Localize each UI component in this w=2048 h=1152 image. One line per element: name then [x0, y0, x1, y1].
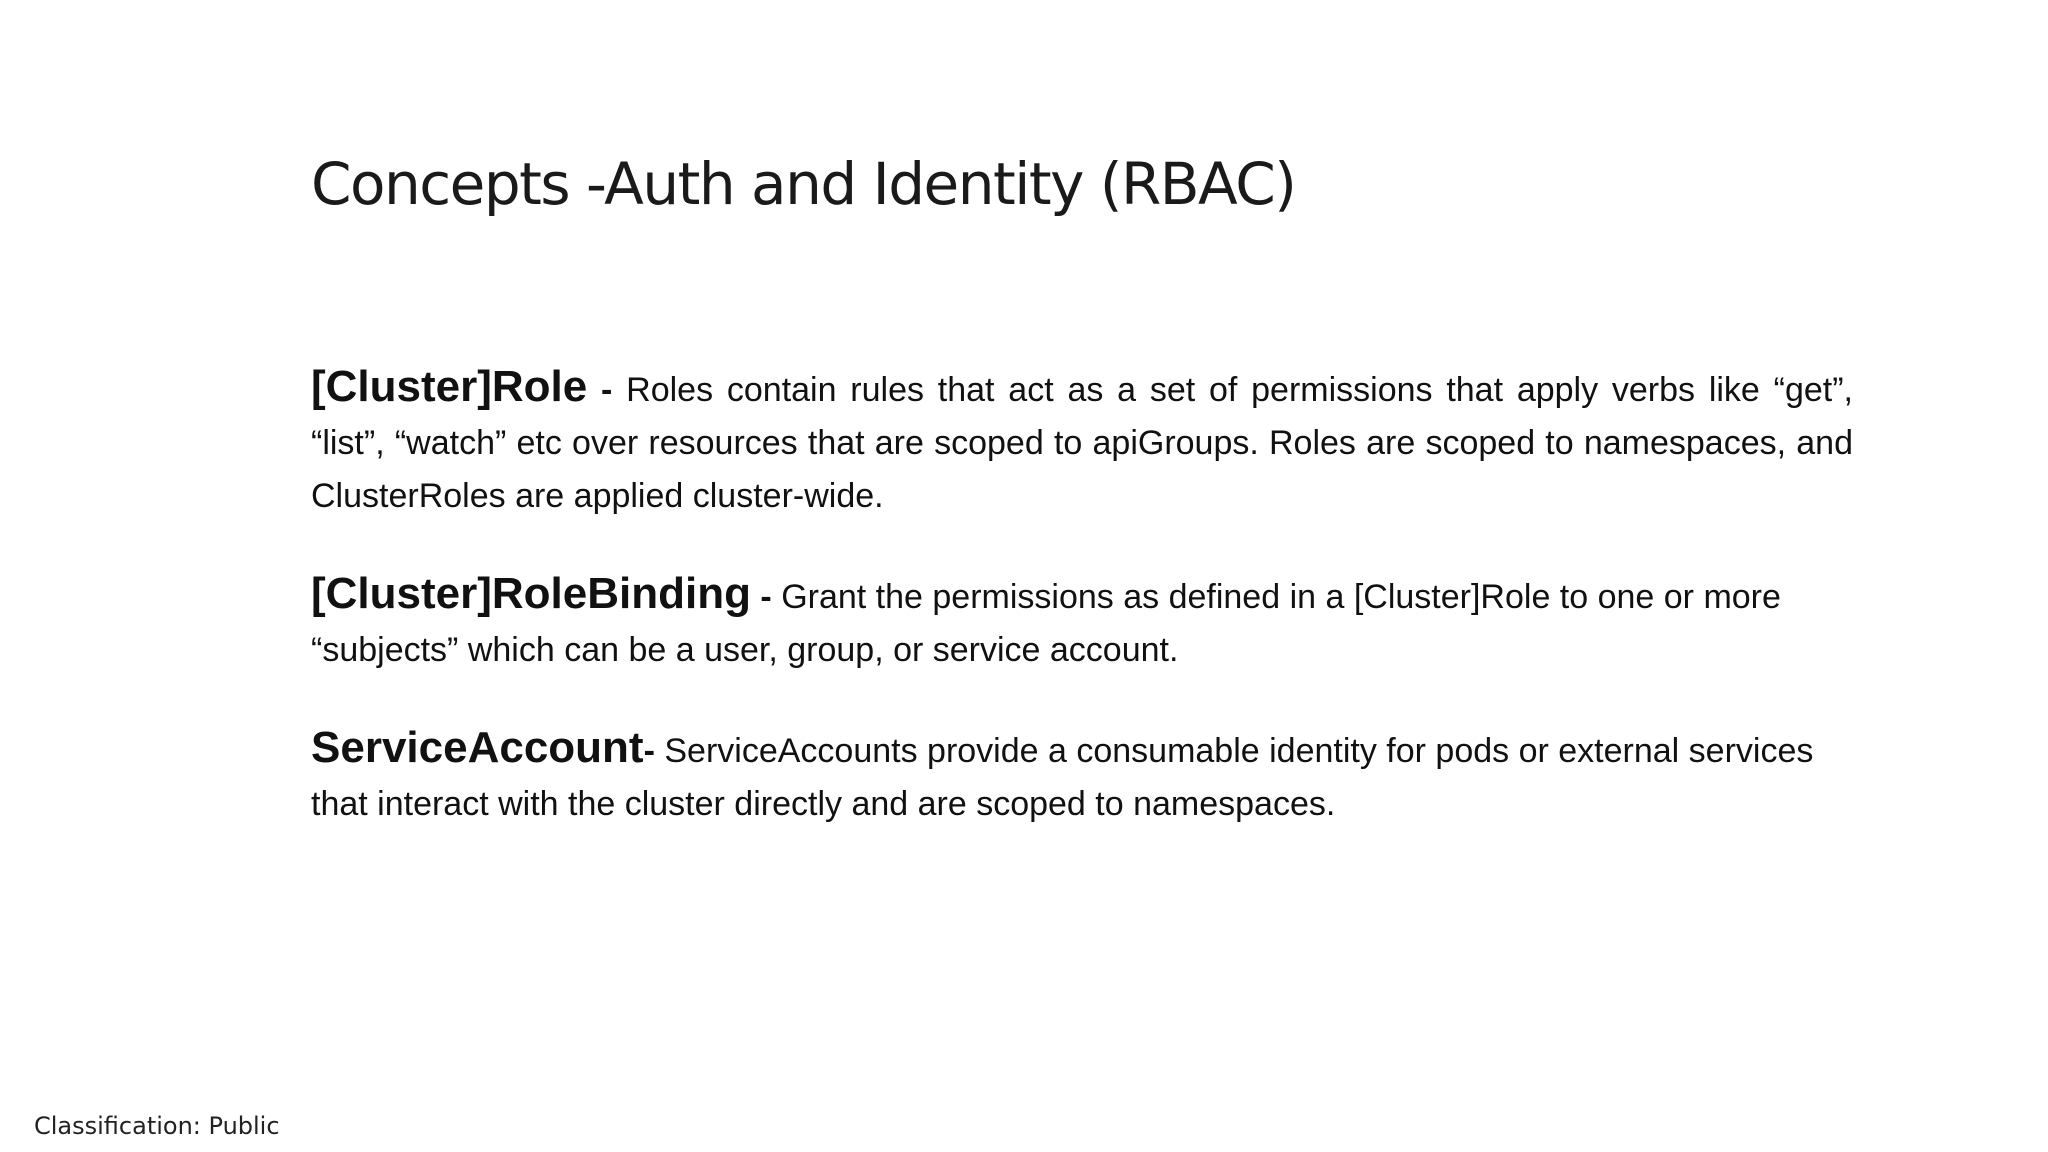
definition-separator: -: [643, 732, 665, 770]
classification-footer: Classification: Public: [34, 1112, 280, 1140]
definition-text: Grant the permissions as defined in a [Cluster]Role to one or more “subjects” which can be a user, group, or service account.: [311, 578, 1781, 669]
definition-cluster-role: [311, 360, 1853, 523]
slide-title: Concepts -Auth and Identity (RBAC): [311, 150, 1296, 218]
definition-term: [Cluster]RoleBinding: [311, 569, 751, 618]
definition-term: [Cluster]Role: [311, 362, 588, 411]
definition-cluster-role-binding: [311, 567, 1853, 677]
definition-separator: -: [750, 578, 782, 616]
definition-separator: -: [587, 371, 627, 409]
definition-service-account: [311, 721, 1853, 831]
definition-text: ServiceAccounts provide a consumable identity for pods or external services that interact with the cluster directly and are scoped to namespaces.: [311, 732, 1814, 823]
definition-text: Roles contain rules that act as a set of permissions that apply verbs like “get”, “list”, “watch” etc over resources that are scoped to apiGroups. Roles are scoped to namespaces, and ClusterRoles are applied cluster-wide.: [311, 371, 1853, 515]
definition-term: ServiceAccount: [311, 723, 644, 772]
definitions-list: [311, 360, 1853, 875]
